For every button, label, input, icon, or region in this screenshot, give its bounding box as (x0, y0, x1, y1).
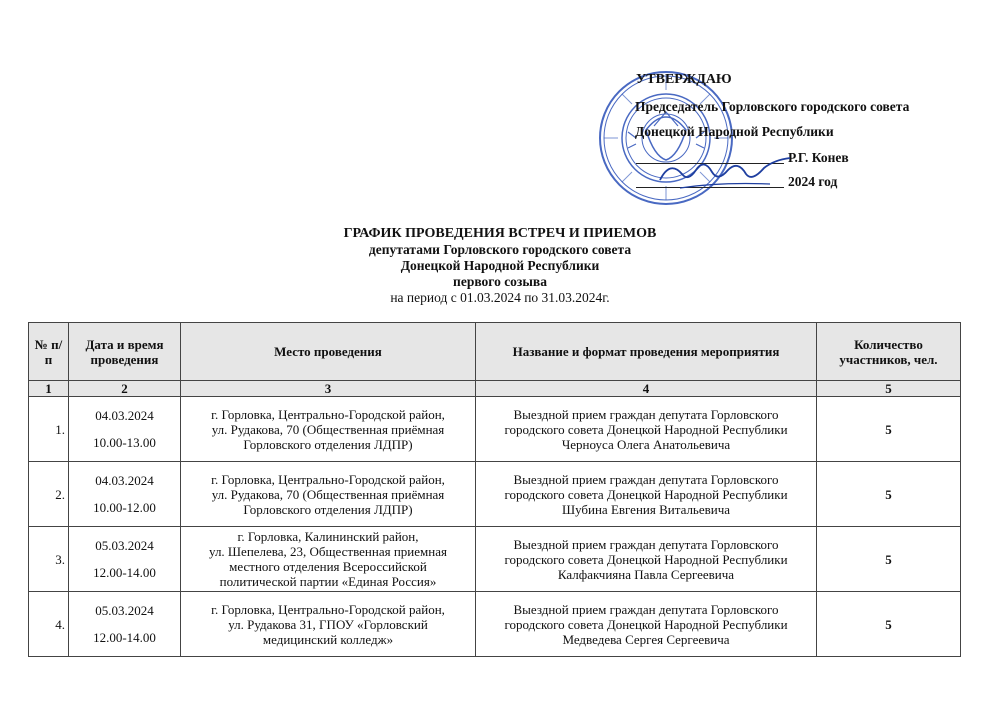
row-num: 1. (29, 397, 69, 462)
event-line: Выездной прием граждан депутата Горловского (513, 601, 779, 617)
handwritten-signature-icon (640, 140, 810, 200)
event-line: городского совета Донецкой Народной Республики (504, 421, 788, 437)
place-line: ул. Рудакова 31, ГПОУ «Горловский (228, 616, 428, 632)
approval-position-line1: Председатель Горловского городского совета (635, 99, 910, 114)
approval-signer: Р.Г. Конев (788, 150, 849, 165)
event-line: Выездной прием граждан депутата Горловского (513, 406, 779, 422)
row-datetime (69, 592, 181, 657)
row-num: 4. (29, 592, 69, 657)
place-line: г. Горловка, Центрально-Городской район, (211, 406, 445, 422)
row-date: 04.03.2024 (95, 408, 154, 423)
event-line: Калфакчияна Павла Сергеевича (557, 566, 735, 582)
event-line: Черноуса Олега Анатольевича (561, 436, 731, 452)
row-place (181, 397, 476, 462)
column-numbers-row (29, 381, 961, 397)
heading-line-3: Донецкой Народной Республики (400, 258, 600, 273)
row-place (181, 527, 476, 592)
place-line: г. Горловка, Калининский район, (237, 529, 419, 544)
place-line: политической партии «Единая Россия» (219, 574, 437, 589)
col-number: 5 (817, 381, 961, 397)
row-datetime (69, 527, 181, 592)
table-row (29, 527, 961, 592)
event-line: городского совета Донецкой Народной Республики (504, 551, 788, 567)
row-place (181, 592, 476, 657)
table-row (29, 462, 961, 527)
col-number: 4 (476, 381, 817, 397)
event-line: Выездной прием граждан депутата Горловского (513, 536, 779, 552)
header-event: Название и формат проведения мероприятия (476, 323, 817, 381)
row-event (476, 397, 817, 462)
row-date: 05.03.2024 (95, 603, 154, 618)
heading-line-2: депутатами Горловского городского совета (368, 242, 632, 257)
row-time: 12.00-14.00 (93, 565, 156, 580)
event-line: городского совета Донецкой Народной Республики (504, 486, 788, 502)
approval-title: УТВЕРЖДАЮ (636, 72, 732, 87)
place-line: г. Горловка, Центрально-Городской район, (211, 601, 445, 617)
place-line: Горловского отделения ЛДПР) (243, 436, 413, 452)
place-line: местного отделения Всероссийской (229, 559, 427, 574)
row-place (181, 462, 476, 527)
row-event (476, 592, 817, 657)
header-place: Место проведения (181, 323, 476, 381)
place-line: ул. Рудакова, 70 (Общественная приёмная (211, 421, 445, 437)
row-time: 12.00-14.00 (93, 630, 156, 645)
header-count: Количество участников, чел. (817, 323, 961, 381)
table-row (29, 397, 961, 462)
event-line: Шубина Евгения Витальевича (561, 501, 731, 517)
event-line: Медведева Сергея Сергеевича (562, 631, 730, 647)
schedule-table (28, 322, 961, 657)
heading-period: на период с 01.03.2024 по 31.03.2024г. (390, 290, 610, 305)
row-num: 3. (29, 527, 69, 592)
row-num: 2. (29, 462, 69, 527)
place-line: ул. Шепелева, 23, Общественная приемная (209, 544, 447, 559)
header-date: Дата и время проведения (69, 323, 181, 381)
document-title: ГРАФИК ПРОВЕДЕНИЯ ВСТРЕЧ И ПРИЕМОВ (343, 226, 657, 241)
row-count: 5 (817, 397, 961, 462)
place-line: медицинский колледж» (262, 631, 394, 647)
header-num: № п/п (29, 323, 69, 381)
row-datetime (69, 397, 181, 462)
document-heading (0, 226, 1000, 306)
row-count: 5 (817, 527, 961, 592)
row-event (476, 527, 817, 592)
place-line: ул. Рудакова, 70 (Общественная приёмная (211, 486, 445, 502)
approval-block (0, 0, 1000, 210)
col-number: 2 (69, 381, 181, 397)
row-date: 05.03.2024 (95, 538, 154, 553)
col-number: 1 (29, 381, 69, 397)
row-time: 10.00-12.00 (93, 500, 156, 515)
event-line: Выездной прием граждан депутата Горловского (513, 471, 779, 487)
place-line: Горловского отделения ЛДПР) (243, 501, 413, 517)
table-row (29, 592, 961, 657)
row-count: 5 (817, 592, 961, 657)
col-number: 3 (181, 381, 476, 397)
row-time: 10.00-13.00 (93, 435, 156, 450)
row-count: 5 (817, 462, 961, 527)
row-event (476, 462, 817, 527)
row-date: 04.03.2024 (95, 473, 154, 488)
place-line: г. Горловка, Центрально-Городской район, (211, 471, 445, 487)
table-header-row (29, 323, 961, 381)
event-line: городского совета Донецкой Народной Республики (504, 616, 788, 632)
row-datetime (69, 462, 181, 527)
heading-line-4: первого созыва (453, 274, 547, 289)
approval-position-line2: Донецкой Народной Республики (635, 124, 834, 139)
approval-year: 2024 год (788, 174, 838, 189)
